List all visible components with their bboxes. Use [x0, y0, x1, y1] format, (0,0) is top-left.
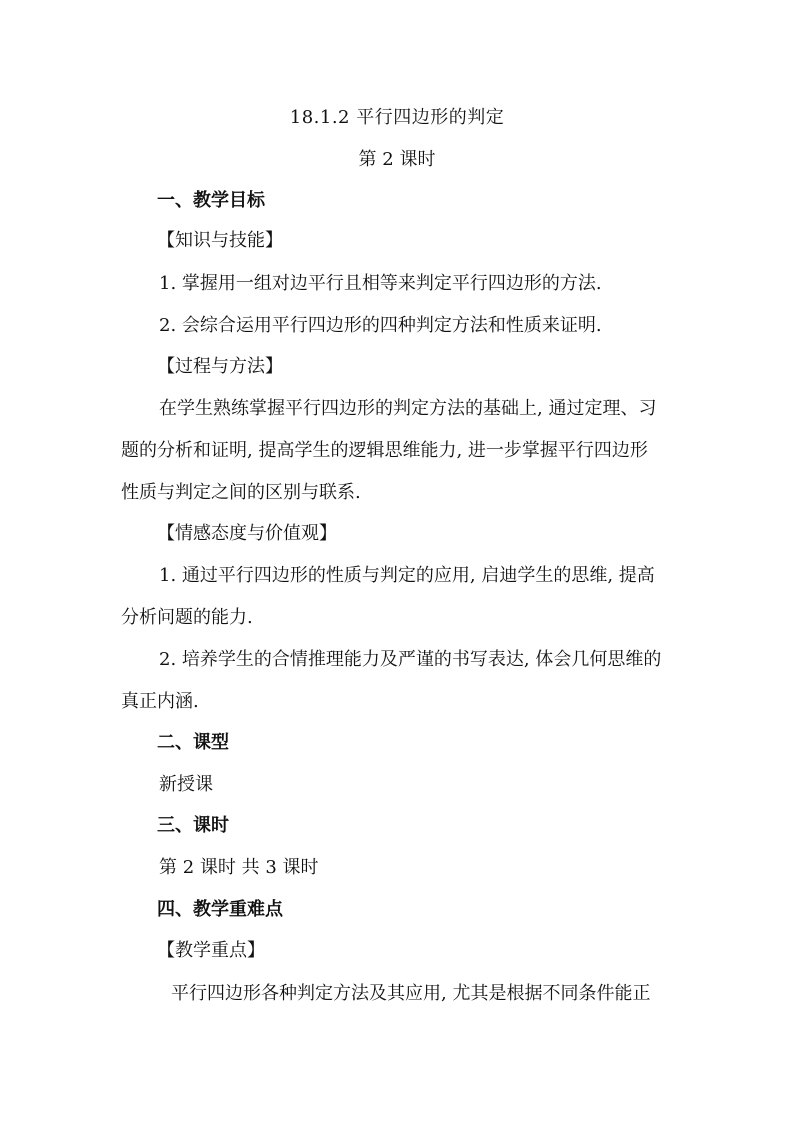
subheading-process-method: 【过程与方法】: [157, 356, 283, 377]
section-heading-key-difficult-points: 四、教学重难点: [157, 899, 283, 920]
process-paragraph-line-3: 性质与判定之间的区别与联系.: [121, 482, 361, 503]
section-heading-lesson-type: 二、课型: [157, 732, 229, 753]
section-heading-periods: 三、课时: [157, 815, 229, 836]
emotion-item-2-line-2: 真正内涵.: [121, 691, 199, 712]
document-title: 18.1.2 平行四边形的判定: [289, 107, 505, 128]
document-subtitle: 第 2 课时: [358, 149, 436, 170]
subheading-emotion-values: 【情感态度与价值观】: [157, 523, 337, 544]
knowledge-item-2: 2. 会综合运用平行四边形的四种判定方法和性质来证明.: [159, 315, 602, 336]
process-paragraph-line-2: 题的分析和证明, 提高学生的逻辑思维能力, 进一步掌握平行四边形: [121, 440, 648, 461]
key-points-paragraph-line-1: 平行四边形各种判定方法及其应用, 尤其是根据不同条件能正: [171, 983, 651, 1004]
lesson-type-body: 新授课: [159, 774, 213, 795]
knowledge-item-1: 1. 掌握用一组对边平行且相等来判定平行四边形的方法.: [159, 273, 602, 294]
emotion-item-2-line-1: 2. 培养学生的合情推理能力及严谨的书写表达, 体会几何思维的: [159, 649, 662, 670]
emotion-item-1-line-1: 1. 通过平行四边形的性质与判定的应用, 启迪学生的思维, 提高: [159, 565, 655, 586]
subheading-knowledge-skills: 【知识与技能】: [157, 230, 283, 251]
emotion-item-1-line-2: 分析问题的能力.: [121, 607, 253, 628]
section-heading-objectives: 一、教学目标: [157, 190, 265, 211]
periods-body: 第 2 课时 共 3 课时: [159, 857, 319, 878]
subheading-key-points: 【教学重点】: [157, 940, 265, 961]
process-paragraph-line-1: 在学生熟练掌握平行四边形的判定方法的基础上, 通过定理、习: [159, 398, 657, 419]
